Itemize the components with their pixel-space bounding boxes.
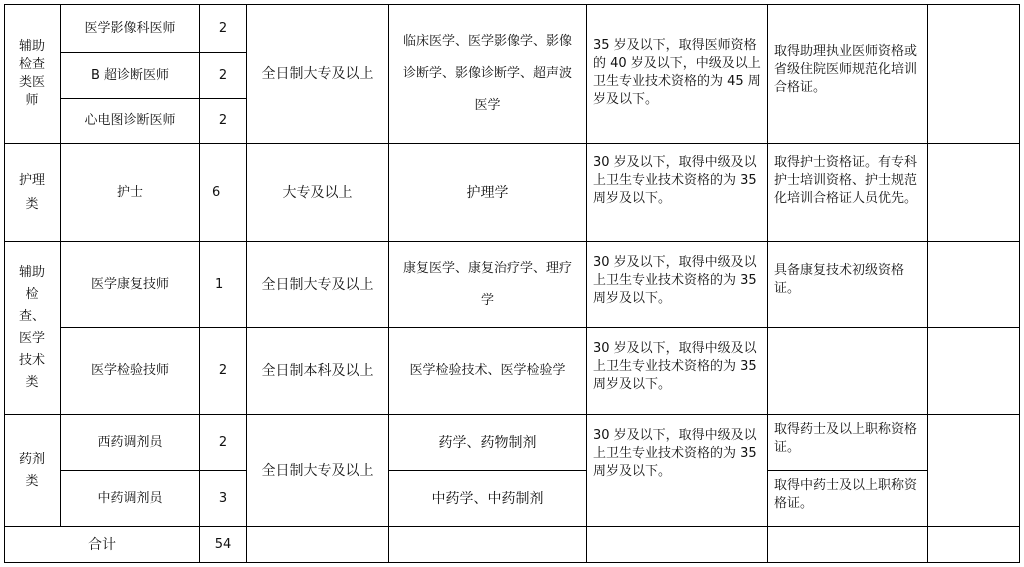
major-cell: 康复医学、康复治疗学、理疗学 <box>402 260 572 308</box>
education-cell: 全日制大专及以上 <box>261 66 374 82</box>
position-cell: B 超诊断医师 <box>90 67 170 83</box>
position-cell: 医学影像科医师 <box>84 20 176 36</box>
count-cell: 2 <box>218 67 228 83</box>
other-requirement-cell: 取得助理执业医师资格或省级住院医师规范化培训合格证。 <box>774 44 918 95</box>
age-requirement-cell: 30 岁及以下，取得中级及以上卫生专业技术资格的为 35 周岁及以下。 <box>593 428 757 479</box>
education-cell: 全日制大专及以上 <box>261 276 374 293</box>
age-requirement-cell: 30 岁及以下，取得中级及以上卫生专业技术资格的为 35 周岁及以下。 <box>593 341 757 392</box>
major-cell: 中药学、中药制剂 <box>431 490 544 507</box>
count-cell: 1 <box>215 276 224 292</box>
education-cell: 大专及以上 <box>282 184 353 201</box>
position-cell: 中药调剂员 <box>97 490 163 506</box>
position-cell: 心电图诊断医师 <box>84 113 176 128</box>
age-requirement-cell: 35 岁及以下，取得医师资格的 40 岁及以下，中级及以上卫生专业技术资格的为 45 周岁及以下。 <box>593 38 761 107</box>
category-cell: 辅助检查、医学技术类 <box>18 265 45 390</box>
count-cell: 2 <box>218 434 228 450</box>
position-cell: 护士 <box>116 184 143 200</box>
category-cell: 药剂类 <box>18 451 45 489</box>
category-cell: 辅助检查类医师 <box>18 39 45 108</box>
age-requirement-cell: 30 岁及以下，取得中级及以上卫生专业技术资格的为 35 周岁及以下。 <box>593 155 757 206</box>
count-cell: 6 <box>212 184 221 200</box>
position-cell: 医学康复技师 <box>90 276 169 292</box>
major-cell: 护理学 <box>466 184 509 201</box>
grid-line <box>4 562 1020 563</box>
count-cell: 2 <box>218 363 228 378</box>
grid-line <box>1019 4 1020 563</box>
major-cell: 临床医学、医学影像学、影像诊断学、影像诊断学、超声波医学 <box>402 34 572 113</box>
education-cell: 全日制本科及以上 <box>261 363 374 379</box>
count-cell: 2 <box>218 113 228 128</box>
total-label: 合计 <box>88 536 116 553</box>
count-cell: 3 <box>218 490 228 506</box>
category-cell: 护理类 <box>18 172 45 212</box>
other-requirement-cell: 具备康复技术初级资格证。 <box>774 263 905 296</box>
other-requirement-cell: 取得护士资格证。有专科护士培训资格、护士规范化培训合格证人员优先。 <box>774 155 918 206</box>
age-requirement-cell: 30 岁及以下，取得中级及以上卫生专业技术资格的为 35 周岁及以下。 <box>593 255 757 306</box>
position-cell: 医学检验技师 <box>90 363 169 378</box>
education-cell: 全日制大专及以上 <box>261 462 374 479</box>
major-cell: 医学检验技术、医学检验学 <box>409 363 566 378</box>
other-requirement-cell: 取得中药士及以上职称资格证。 <box>774 478 918 511</box>
position-cell: 西药调剂员 <box>97 434 163 450</box>
total-value: 54 <box>214 536 232 552</box>
other-requirement-cell: 取得药士及以上职称资格证。 <box>774 422 918 455</box>
count-cell: 2 <box>218 20 228 36</box>
major-cell: 药学、药物制剂 <box>438 434 537 451</box>
grid-line <box>4 4 5 563</box>
grid-line <box>927 4 928 563</box>
